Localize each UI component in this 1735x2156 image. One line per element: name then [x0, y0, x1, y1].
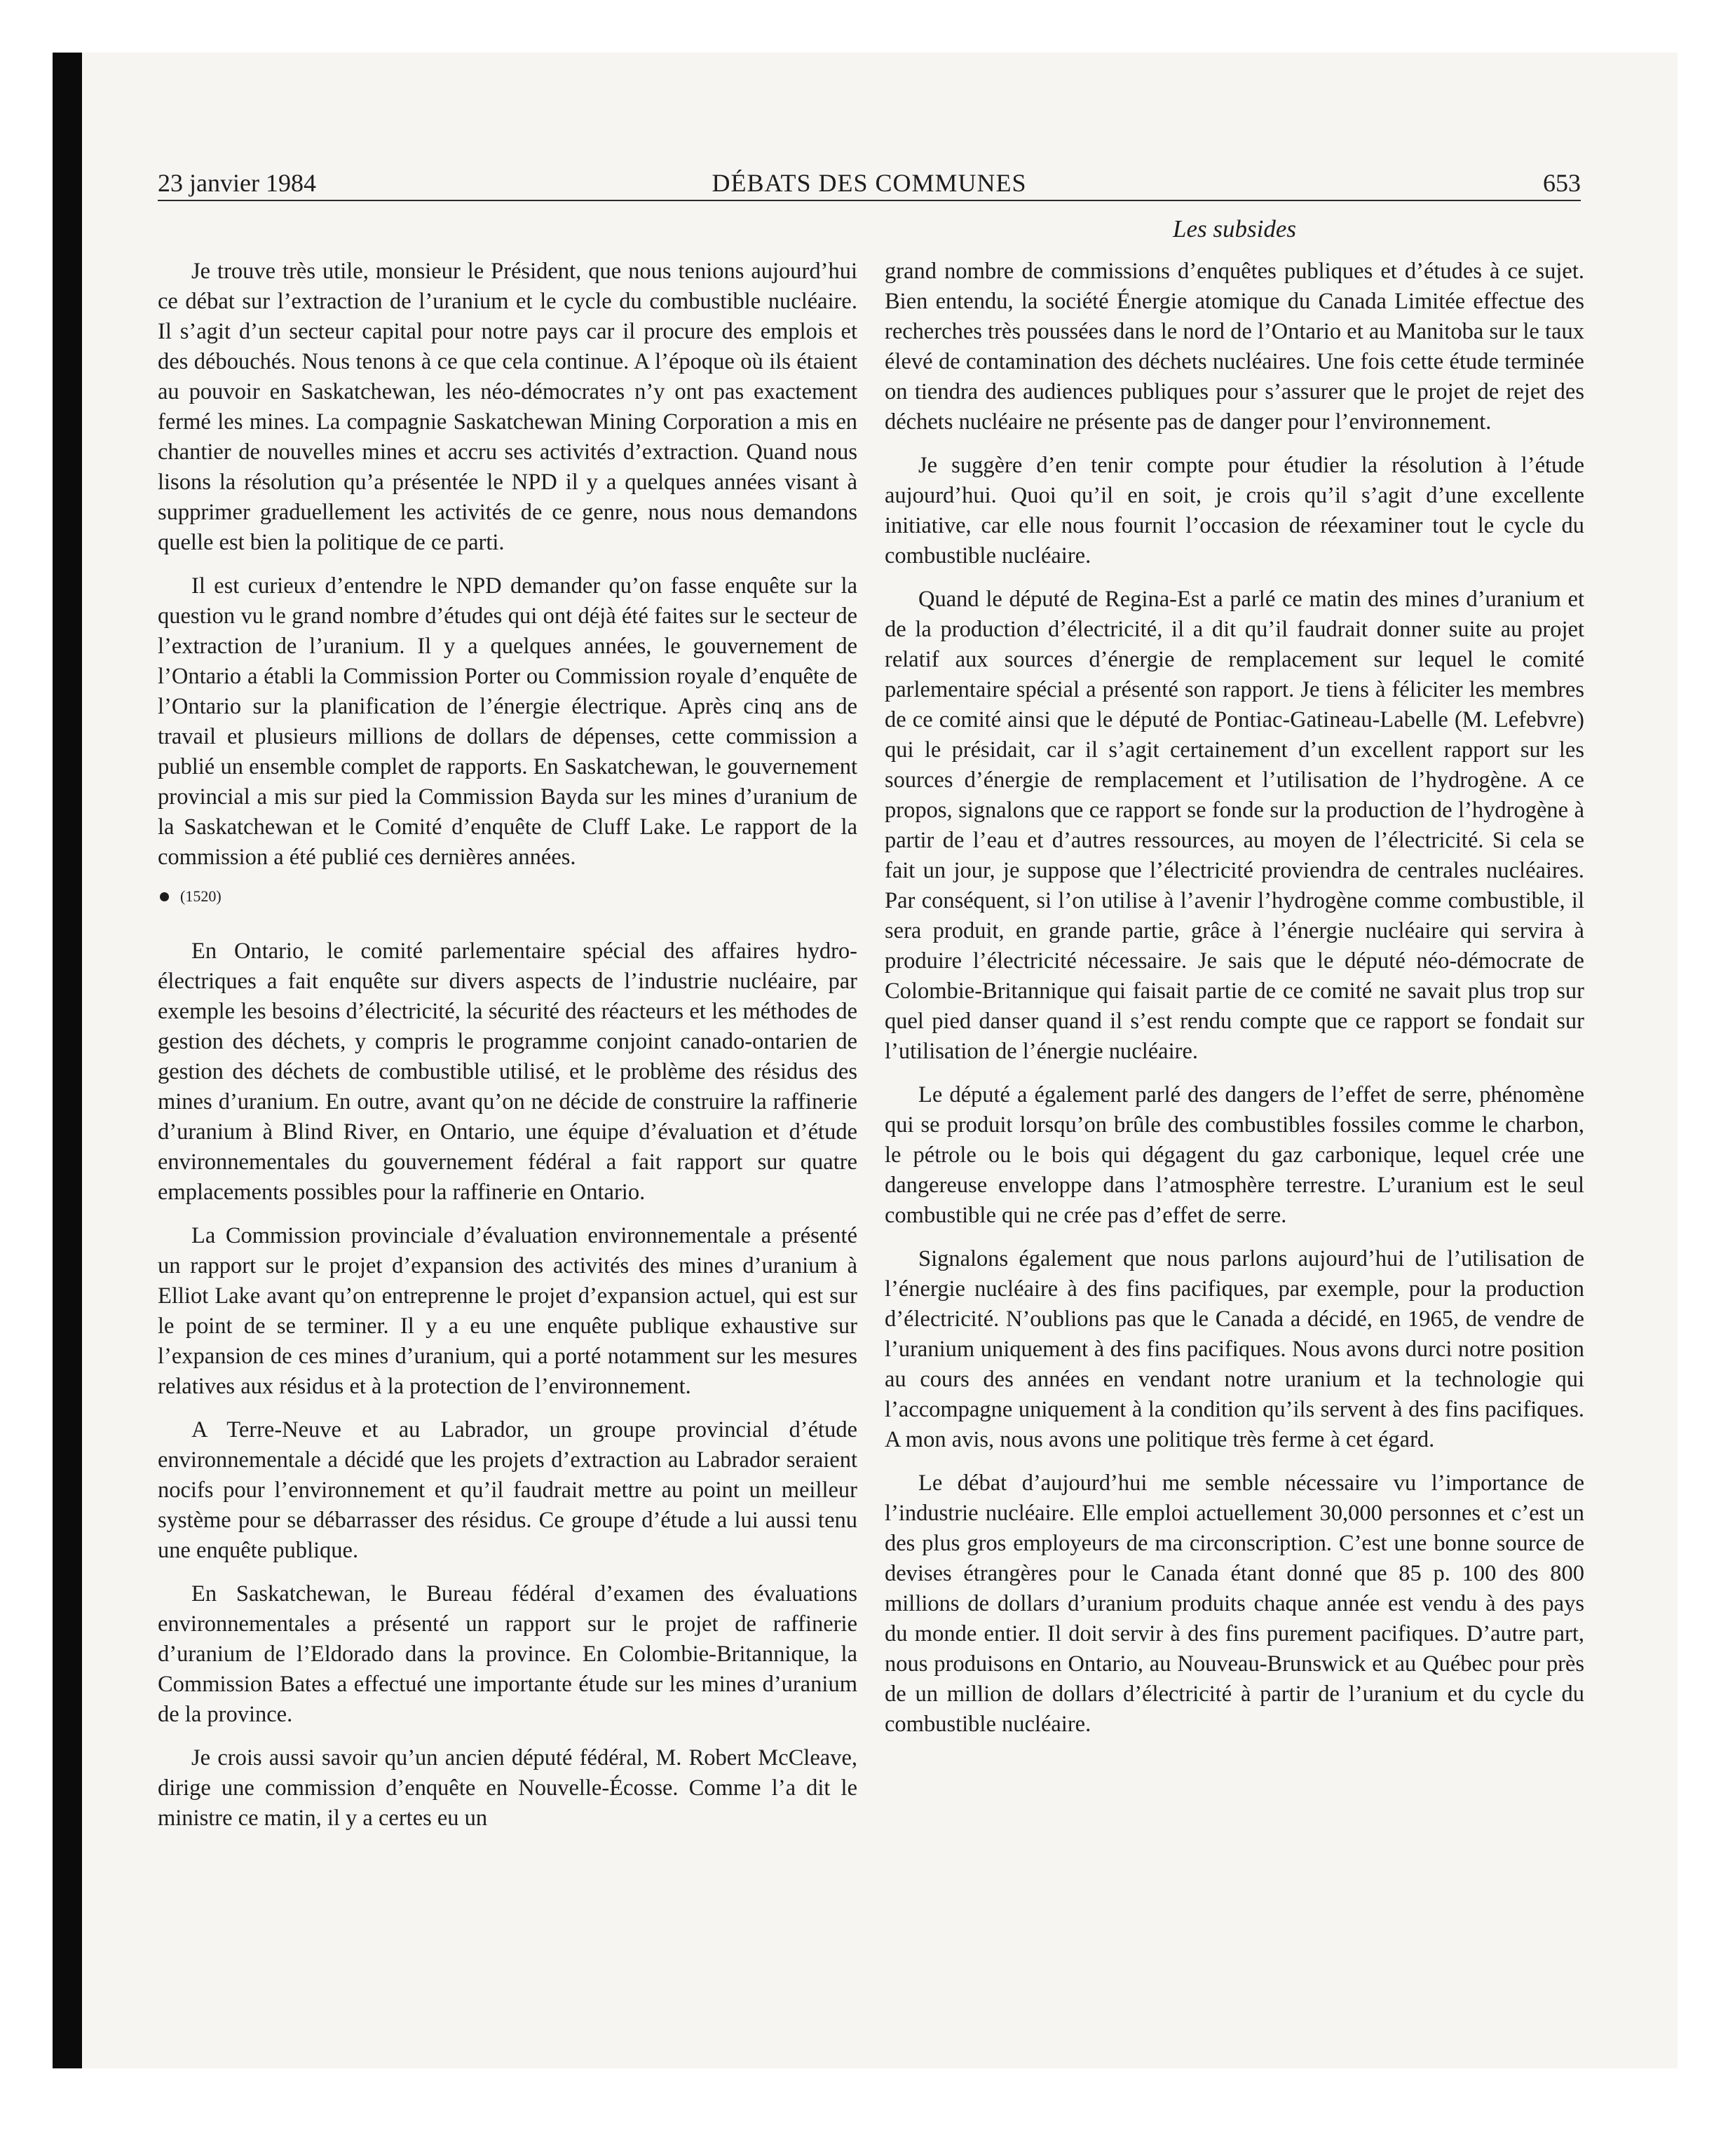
page-number: 653	[1543, 169, 1581, 197]
paragraph: En Ontario, le comité parlementaire spécial des affaires hydro-électriques a fait enquête sur divers aspects de l’industrie nucléaire, par exemple les besoins d’électricité, la sécurité des réacteurs et les méthodes de gestion des déchets, y compris le programme conjoint canado-ontarien de gestion des déchets de combustible utilisé, et le problème des résidus des mines d’uranium. En outre, avant qu’on ne décide de construire la raffinerie d’uranium à Blind River, en Ontario, une équipe d’évaluation et d’étude environnementales du gouvernement fédéral a fait rapport sur quatre emplacements possibles pour la raffinerie en Ontario.	[158, 939, 857, 1205]
paragraph: A Terre-Neuve et au Labrador, un groupe provincial d’étude environnementale a décidé que les projets d’extraction au Labrador seraient nocifs pour l’environnement et qu’il faudrait mettre au point un meilleur système pour se débarrasser des résidus. Ce groupe d’étude a lui aussi tenu une enquête publique.	[158, 1417, 857, 1563]
right-column	[885, 257, 1584, 1753]
scan-border	[53, 53, 82, 2068]
bullet-dot-icon	[160, 892, 169, 901]
time-marker-label: (1520)	[180, 887, 222, 905]
paragraph: Il est curieux d’entendre le NPD demander qu’on fasse enquête sur la question vu le grand nombre d’études qui ont déjà été faites sur le secteur de l’extraction de l’uranium. Il y a quelques années, le gouvernement de l’Ontario a établi la Commission Porter ou Commission royale d’enquête de l’Ontario sur la planification de l’énergie électrique. Après cinq ans de travail et plusieurs millions de dollars de dépenses, cette commission a publié un ensemble complet de rapports. En Saskatchewan, le gouvernement provincial a mis sur pied la Commission Bayda sur les mines d’uranium de la Saskatchewan et le Comité d’enquête de Cluff Lake. Le rapport de la commission a été publié ces dernières années.	[158, 573, 857, 870]
page-header	[158, 165, 1581, 200]
paragraph: Le débat d’aujourd’hui me semble nécessaire vu l’importance de l’industrie nucléaire. Elle emploi actuellement 30,000 personnes et c’est un des plus gros employeurs de ma circonscription. C’est une bonne source de devises étrangères pour le Canada étant donné que 85 p. 100 des 800 millions de dollars d’uranium produits chaque année est vendu à des pays du monde entier. Il doit servir à des fins purement pacifiques. D’autre part, nous produisons en Ontario, au Nouveau-Brunswick et au Québec pour près de un million de dollars d’électricité à partir de l’uranium et du cycle du combustible nucléaire.	[885, 1471, 1584, 1737]
paragraph: Je trouve très utile, monsieur le Président, que nous tenions aujourd’hui ce débat sur l’extraction de l’uranium et le cycle du combustible nucléaire. Il s’agit d’un secteur capital pour notre pays car il procure des emplois et des débouchés. Nous tenons à ce que cela continue. A l’époque où ils étaient au pouvoir en Saskatchewan, les néo-démocrates n’y ont pas exactement fermé les mines. La compagnie Saskatchewan Mining Corporation a mis en chantier de nouvelles mines et accru ses activités d’extraction. Quand nous lisons la résolution qu’a présentée le NPD il y a quelques années visant à supprimer graduellement les activités de ce genre, nous nous demandons quelle est bien la politique de ce parti.	[158, 259, 857, 555]
paragraph: Je crois aussi savoir qu’un ancien député fédéral, M. Robert McCleave, dirige une commission d’enquête en Nouvelle-Écosse. Comme l’a dit le ministre ce matin, il y a certes eu un	[158, 1745, 857, 1831]
time-marker	[158, 886, 857, 907]
paragraph: Je suggère d’en tenir compte pour étudier la résolution à l’étude aujourd’hui. Quoi qu’il en soit, je crois qu’il s’agit d’une excellente initiative, car elle nous fournit l’occasion de réexaminer tout le cycle du combustible nucléaire.	[885, 453, 1584, 568]
left-column	[158, 257, 857, 1847]
header-title: DÉBATS DES COMMUNES	[712, 169, 1027, 197]
paragraph: La Commission provinciale d’évaluation environnementale a présenté un rapport sur le projet d’expansion des activités des mines d’uranium à Elliot Lake avant qu’on entreprenne le projet d’expansion actuel, qui est sur le point de se terminer. Il y a eu une enquête publique exhaustive sur l’expansion de ces mines d’uranium, qui a porté notamment sur les mesures relatives aux résidus et à la protection de l’environnement.	[158, 1223, 857, 1399]
paragraph: grand nombre de commissions d’enquêtes publiques et d’études à ce sujet. Bien entendu, la société Énergie atomique du Canada Limitée effectue des recherches très poussées dans le nord de l’Ontario et au Manitoba sur le taux élevé de contamination des déchets nucléaires. Une fois cette étude terminée on tiendra des audiences publiques pour s’assurer que le projet de rejet des déchets nucléaire ne présente pas de danger pour l’environnement.	[885, 259, 1584, 435]
header-rule	[158, 200, 1581, 201]
header-date: 23 janvier 1984	[158, 169, 316, 197]
paragraph: En Saskatchewan, le Bureau fédéral d’examen des évaluations environnementales a présenté un rapport sur le projet de raffinerie d’uranium de l’Eldorado dans la province. En Colombie-Britannique, la Commission Bates a effectué une importante étude sur les mines d’uranium de la province.	[158, 1581, 857, 1727]
section-title: Les subsides	[1173, 215, 1296, 243]
paragraph: Le député a également parlé des dangers de l’effet de serre, phénomène qui se produit lorsqu’on brûle des combustibles fossiles comme le charbon, le pétrole ou le bois qui dégagent du gaz carbonique, lequel crée une dangereuse enveloppe dans l’atmosphère terrestre. L’uranium est le seul combustible qui ne crée pas d’effet de serre.	[885, 1082, 1584, 1228]
paragraph: Quand le député de Regina-Est a parlé ce matin des mines d’uranium et de la production d’électricité, il a dit qu’il faudrait donner suite au projet relatif aux sources d’énergie de remplacement sur lequel le comité parlementaire spécial a présenté son rapport. Je tiens à féliciter les membres de ce comité ainsi que le député de Pontiac-Gatineau-Labelle (M. Lefebvre) qui le présidait, car il s’agit certainement d’un excellent rapport sur les sources d’énergie de remplacement et l’utilisation de l’hydrogène. A ce propos, signalons que ce rapport se fonde sur la production de l’hydrogène à partir de l’eau et d’autres ressources, au moyen de l’électricité. Si cela se fait un jour, je suppose que l’électricité proviendra de centrales nucléaires. Par conséquent, si l’on utilise à l’avenir l’hydrogène comme combustible, il sera produit, en grande partie, grâce à l’énergie nucléaire qui servira à produire l’électricité nécessaire. Je sais que le député néo-démocrate de Colombie-Britannique qui faisait partie de ce comité ne savait plus trop sur quel pied danser quand il s’est rendu compte que ce rapport se fondait sur l’utilisation de l’énergie nucléaire.	[885, 587, 1584, 1064]
paragraph: Signalons également que nous parlons aujourd’hui de l’utilisation de l’énergie nucléaire à des fins pacifiques, par exemple, pour la production d’électricité. N’oublions pas que le Canada a décidé, en 1965, de vendre de l’uranium uniquement à des fins pacifiques. Nous avons durci notre position au cours des années en vendant notre uranium et la technologie qui l’accompagne uniquement à la condition qu’ils servent à des fins pacifiques. A mon avis, nous avons une politique très ferme à cet égard.	[885, 1246, 1584, 1452]
